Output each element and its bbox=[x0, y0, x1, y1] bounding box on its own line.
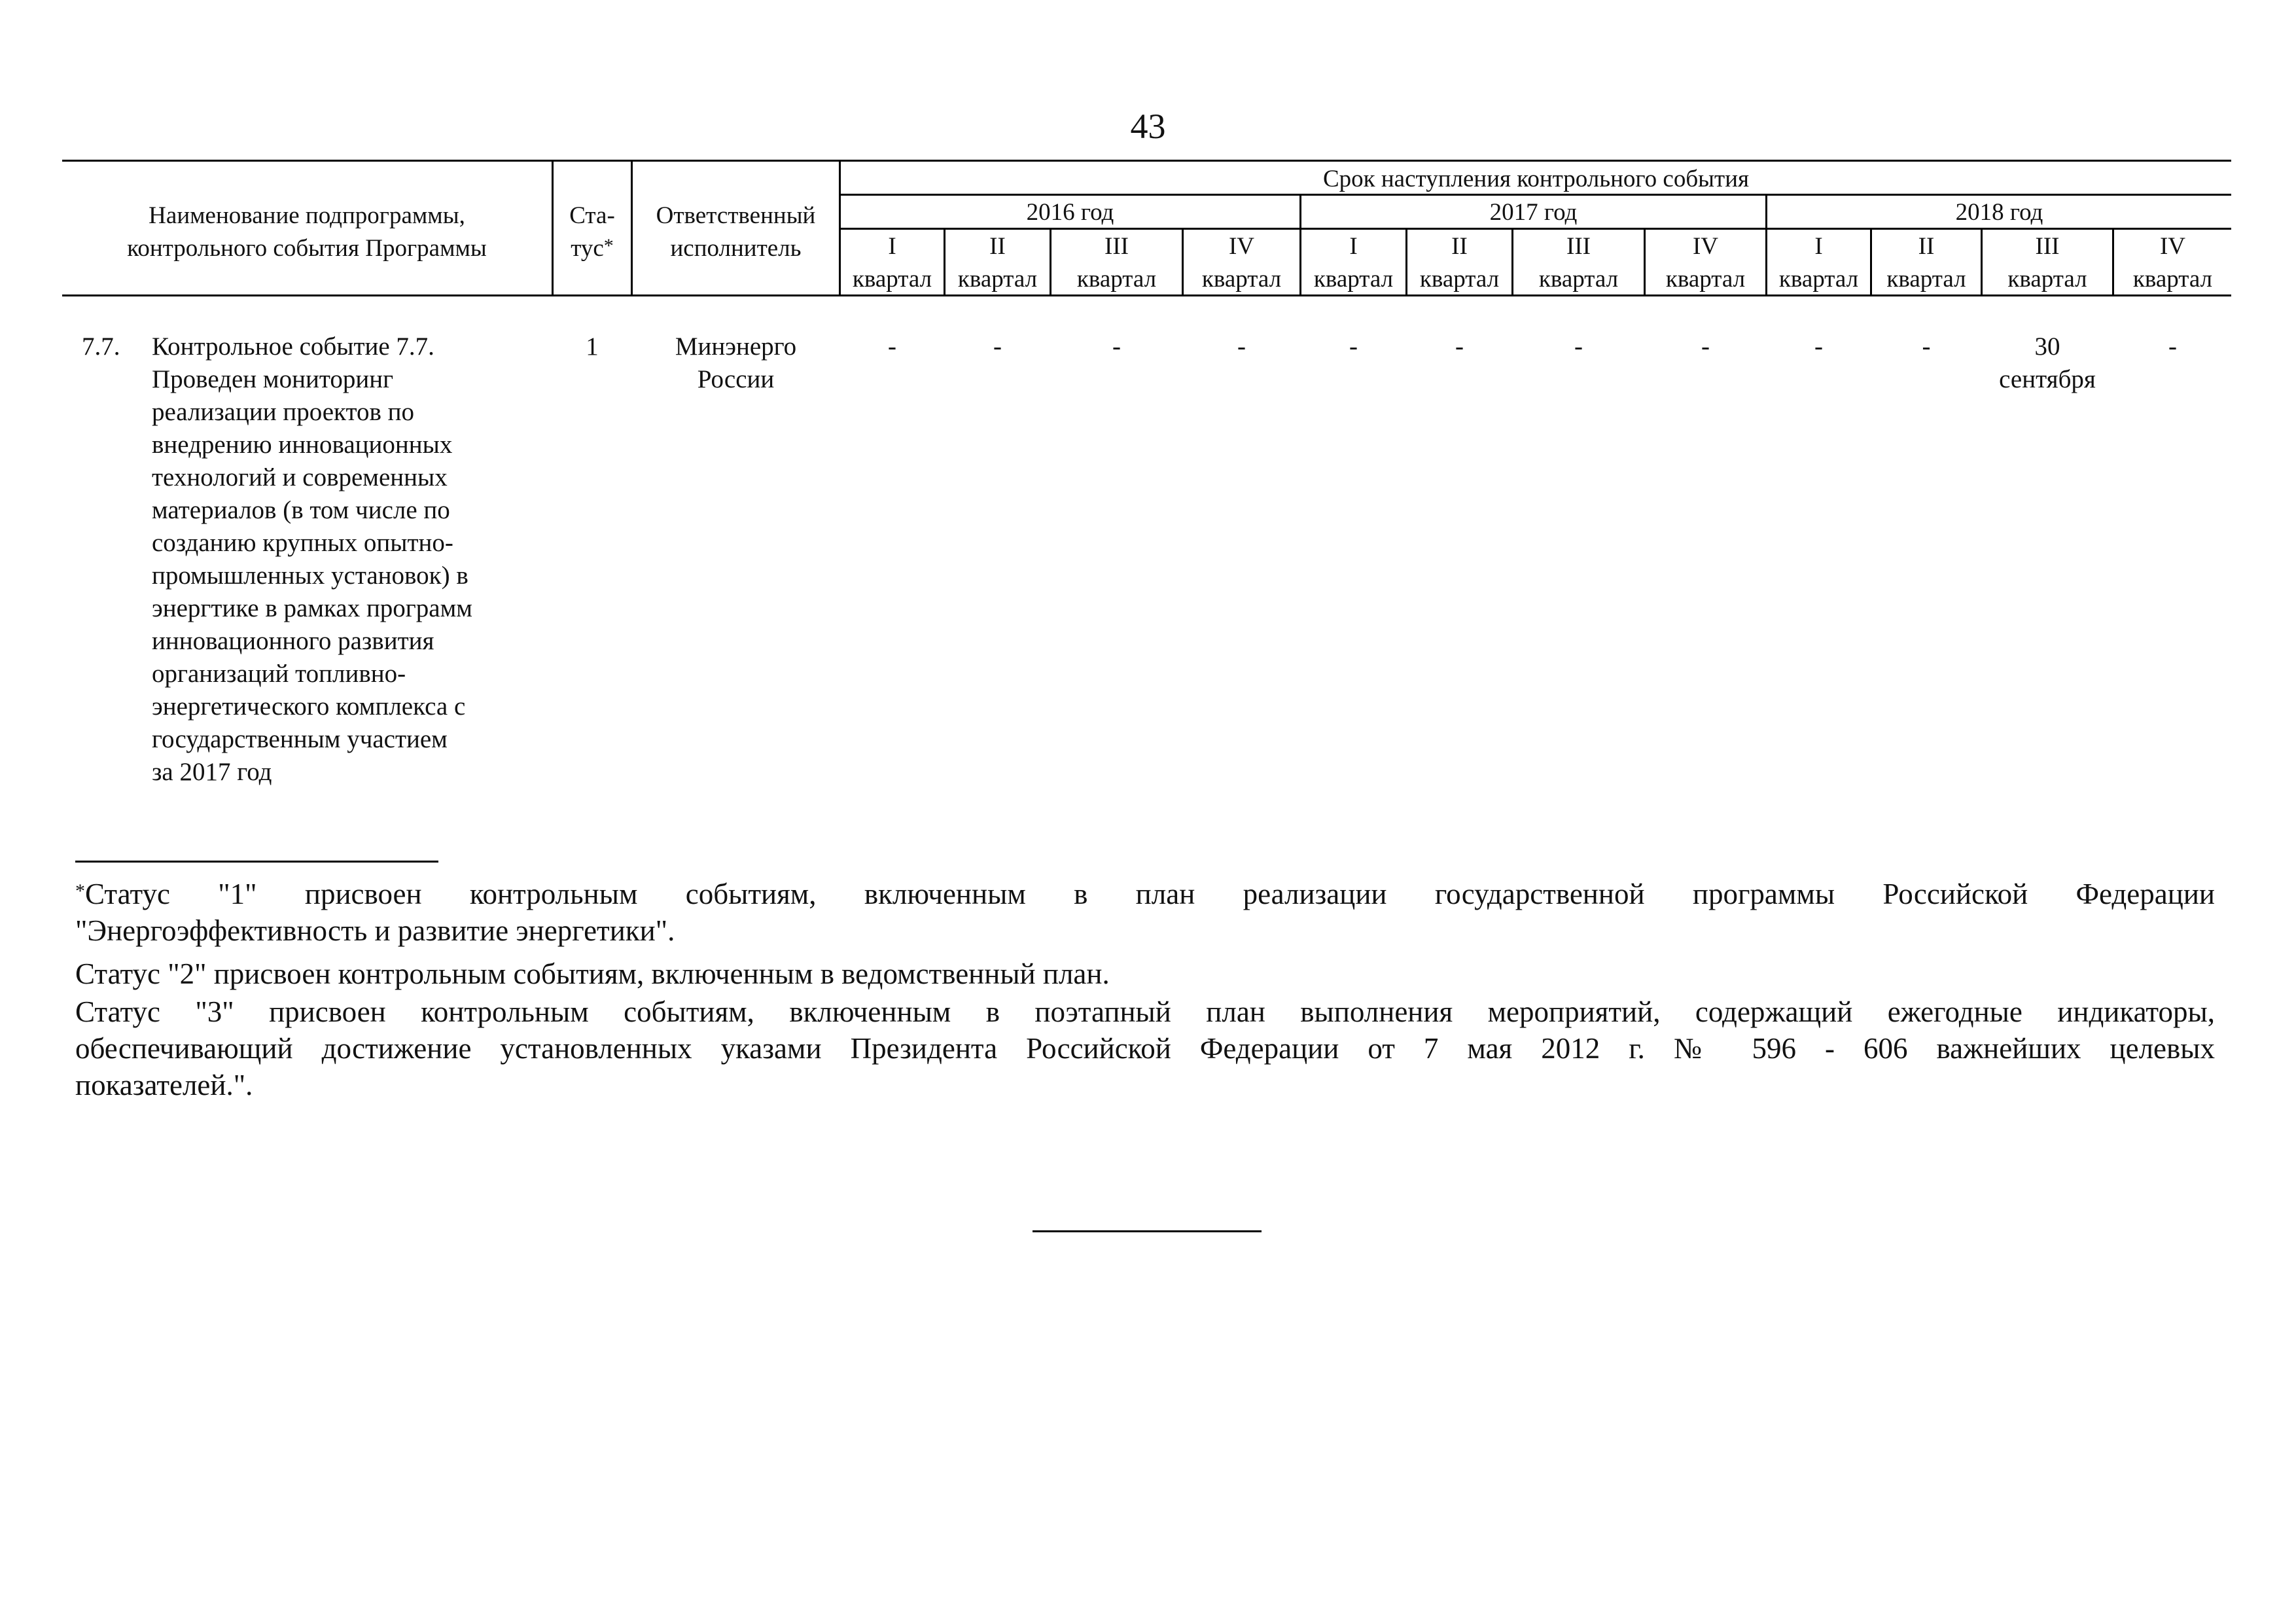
page-number: 43 bbox=[1130, 107, 1166, 146]
header-quarter: IV квартал bbox=[2132, 233, 2213, 293]
table-top-rule bbox=[62, 160, 2231, 162]
footnote-separator bbox=[75, 861, 438, 863]
row-quarter-value: - bbox=[1814, 332, 1823, 361]
header-quarter: I квартал bbox=[852, 233, 932, 293]
end-rule bbox=[1033, 1230, 1262, 1232]
header-responsible bbox=[633, 200, 839, 265]
footnote-status-3 bbox=[75, 993, 2215, 1103]
row-quarter-value: - bbox=[1922, 332, 1931, 361]
header-deadline-group: Срок наступления контрольного события bbox=[1322, 166, 1750, 192]
header-quarter: I квартал bbox=[1313, 233, 1394, 293]
row-quarter-value-deadline: 30 сентября bbox=[1999, 332, 2096, 393]
row-quarter-value: - bbox=[2168, 332, 2177, 361]
footnote-status-1-line1: *Статус "1" присвоен контрольным событиям, включенным в план реализации государственной программы Российской Федерации bbox=[75, 878, 2215, 910]
header-responsible-line1: Ответственный bbox=[656, 202, 816, 229]
header-name-line2: контрольного события Программы bbox=[127, 235, 487, 262]
header-quarter: II квартал bbox=[1419, 233, 1500, 293]
header-name-line1: Наименование подпрограммы, bbox=[149, 202, 465, 229]
footnote-status-3-line2: обеспечивающий достижение установленных указами Президента Российской Федерации от 7 мая 2012 г. № 596 - 606 важнейших целевых bbox=[75, 1032, 2215, 1065]
header-year-2018: 2018 год bbox=[1955, 199, 2043, 226]
header-quarter: III квартал bbox=[2007, 233, 2087, 293]
row-quarter-value: - bbox=[1574, 332, 1583, 361]
row-responsible: Минэнерго России bbox=[675, 332, 797, 393]
header-status-footnote-mark: * bbox=[603, 235, 614, 257]
footnote-status-3-line3: показателей.". bbox=[75, 1069, 253, 1101]
row-event-name: Контрольное событие 7.7. Проведен мониторинг реализации проектов по внедрению инновационных технологий и современных материалов (в том числе по созданию крупных опытно- промышленных установок) в энергтике в рамках программ инновационного развития организаций топливно- энергетического комплекса с государственным участием за 2017 год bbox=[152, 332, 472, 786]
row-quarter-value: - bbox=[1349, 332, 1358, 361]
footnote-status-1-line2: "Энергоэффективность и развитие энергетики". bbox=[75, 914, 675, 947]
header-quarter: II квартал bbox=[957, 233, 1038, 293]
footnote-status-2: Статус "2" присвоен контрольным событиям, включенным в ведомственный план. bbox=[75, 957, 1110, 990]
row-number: 7.7. bbox=[82, 332, 120, 361]
header-status-line2: тус bbox=[571, 235, 604, 262]
row-quarter-value: - bbox=[1701, 332, 1710, 361]
footnote-status-3-line1: Статус "3" присвоен контрольным событиям, включенным в поэтапный план выполнения мероприятий, содержащий ежегодные индикаторы, bbox=[75, 995, 2215, 1028]
header-quarter: III квартал bbox=[1538, 233, 1619, 293]
row-quarter-value: - bbox=[1112, 332, 1121, 361]
row-status: 1 bbox=[586, 332, 599, 361]
header-quarter: I квартал bbox=[1778, 233, 1859, 293]
row-quarter-value: - bbox=[1237, 332, 1246, 361]
header-quarter: IV квартал bbox=[1665, 233, 1746, 293]
header-quarter: II квартал bbox=[1886, 233, 1966, 293]
footnote-mark: * bbox=[75, 880, 85, 902]
header-status bbox=[554, 200, 631, 265]
row-quarter-value: - bbox=[1455, 332, 1464, 361]
header-quarter: IV квартал bbox=[1201, 233, 1282, 293]
header-year-2017: 2017 год bbox=[1489, 199, 1578, 226]
header-responsible-line2: исполнитель bbox=[670, 235, 802, 262]
header-quarter: III квартал bbox=[1076, 233, 1157, 293]
footnote-status-1 bbox=[75, 876, 2215, 949]
header-name bbox=[62, 200, 552, 265]
row-quarter-value: - bbox=[888, 332, 896, 361]
row-quarter-value: - bbox=[993, 332, 1002, 361]
header-status-line1: Ста- bbox=[569, 202, 615, 229]
header-year-2016: 2016 год bbox=[1026, 199, 1114, 226]
